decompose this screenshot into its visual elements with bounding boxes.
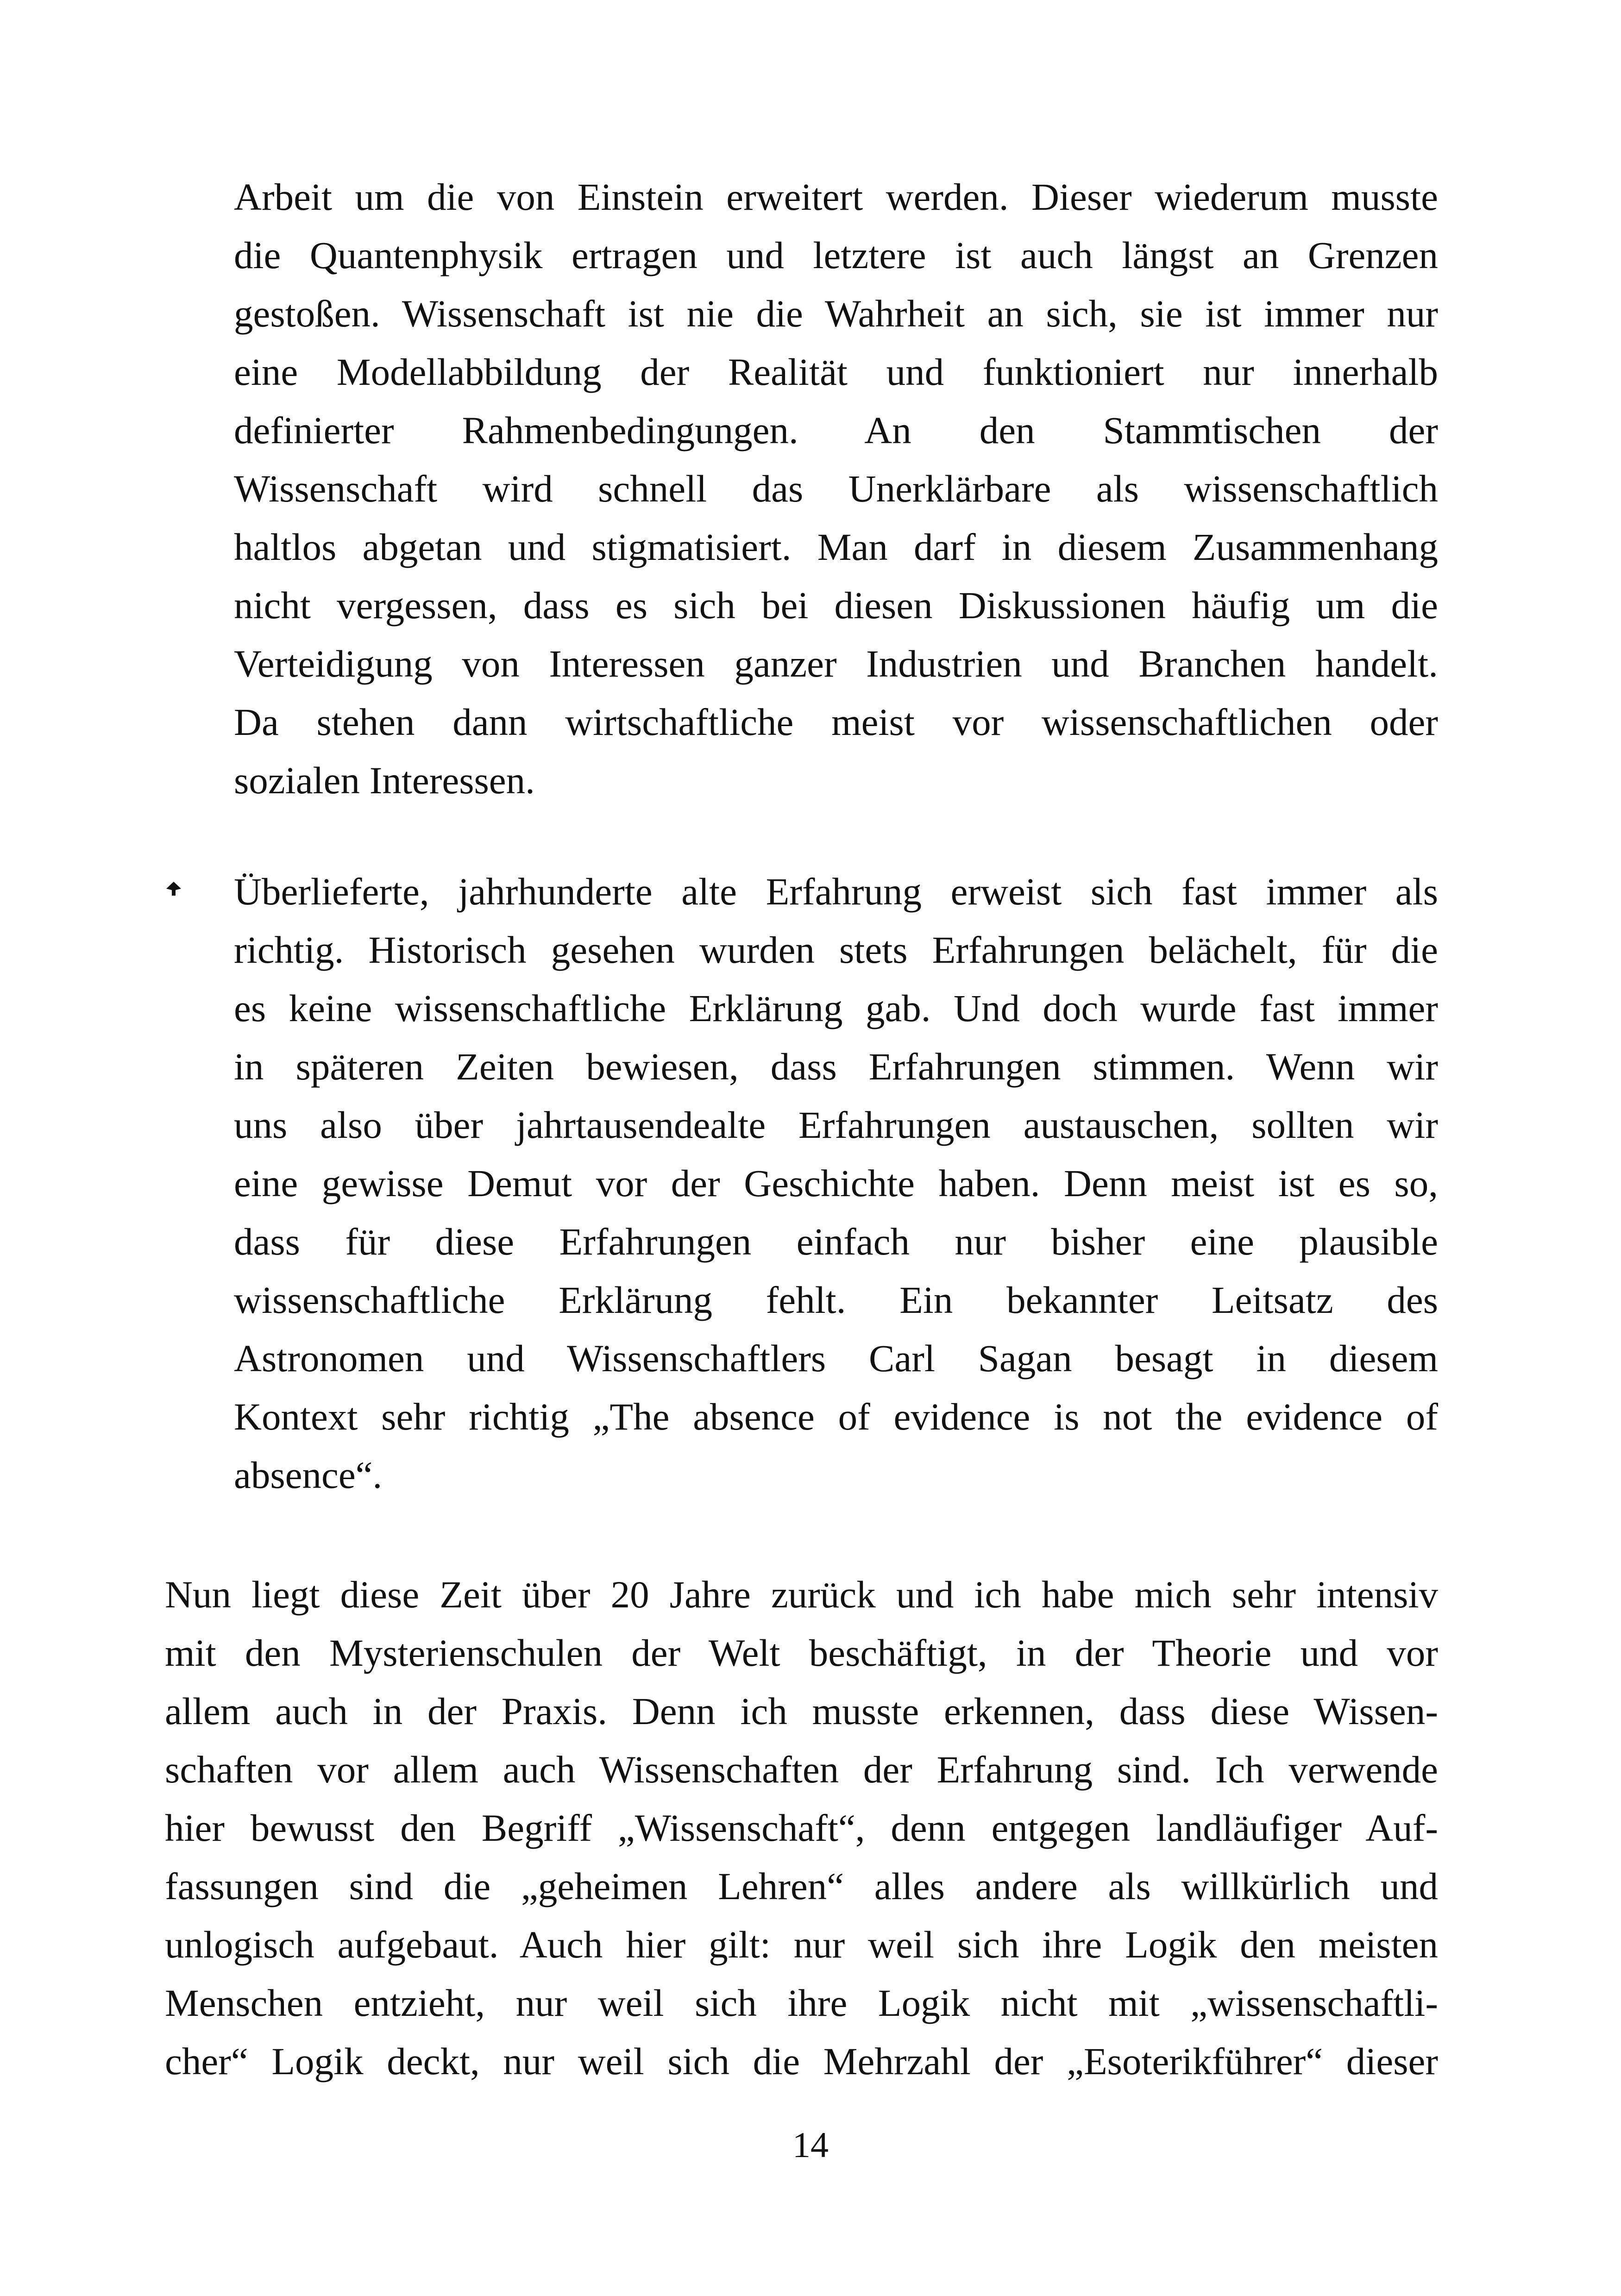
text-line: gestoßen. Wissenschaft ist nie die Wahrheit an sich, sie ist immer nur [234,292,1438,335]
text-line: eine Modellabbildung der Realität und funktioniert nur innerhalb [234,351,1438,393]
text-line: absence“. [234,1454,383,1496]
paragraph-bullet-experience [234,862,1438,1504]
text-line: es keine wissenschaftliche Erklärung gab. Und doch wurde fast immer [234,987,1438,1029]
text-line: Wissenschaft wird schnell das Unerklärbare als wissenschaftlich [234,467,1438,510]
page-number: 14 [792,2125,829,2165]
text-line: fassungen sind die „geheimen Lehren“ alles andere als willkürlich und [165,1865,1438,1907]
text-line: Verteidigung von Interessen ganzer Industrien und Branchen handelt. [234,642,1438,685]
text-line: richtig. Historisch gesehen wurden stets Erfahrungen belächelt, für die [234,928,1438,971]
paragraph-mystery-schools [165,1565,1438,2090]
diamond-bullet-icon [164,881,183,897]
text-line: allem auch in der Praxis. Denn ich musste erkennen, dass diese Wissen- [165,1690,1438,1732]
text-line: nicht vergessen, dass es sich bei diesen Diskussionen häufig um die [234,584,1438,627]
text-line: Da stehen dann wirtschaftliche meist vor wissenschaftlichen oder [234,701,1438,743]
text-line: wissenschaftliche Erklärung fehlt. Ein bekannter Leitsatz des [234,1279,1438,1321]
text-line: Überlieferte, jahrhunderte alte Erfahrung erweist sich fast immer als [234,870,1438,913]
text-line: Menschen entzieht, nur weil sich ihre Logik nicht mit „wissenschaftli- [165,1982,1438,2024]
text-line: dass für diese Erfahrungen einfach nur bisher eine plausible [234,1220,1438,1263]
text-line: eine gewisse Demut vor der Geschichte haben. Denn meist ist es so, [234,1162,1438,1204]
text-line: sozialen Interessen. [234,759,535,802]
text-line: die Quantenphysik ertragen und letztere ist auch längst an Grenzen [234,234,1438,276]
text-line: hier bewusst den Begriff „Wissenschaft“, denn entgegen landläufiger Auf- [165,1807,1438,1849]
text-line: in späteren Zeiten bewiesen, dass Erfahrungen stimmen. Wenn wir [234,1045,1438,1088]
text-line: uns also über jahrtausendealte Erfahrungen austauschen, sollten wir [234,1104,1438,1146]
text-line: cher“ Logik deckt, nur weil sich die Mehrzahl der „Esoterikführer“ dieser [165,2040,1438,2083]
text-line: schaften vor allem auch Wissenschaften der Erfahrung sind. Ich verwende [165,1748,1438,1791]
text-line: mit den Mysterienschulen der Welt beschäftigt, in der Theorie und vor [165,1631,1438,1674]
text-line: haltlos abgetan und stigmatisiert. Man darf in diesem Zusammenhang [234,526,1438,568]
text-line: definierter Rahmenbedingungen. An den Stammtischen der [234,409,1438,452]
paragraph-science-models [234,168,1438,809]
text-line: unlogisch aufgebaut. Auch hier gilt: nur weil sich ihre Logik den meisten [165,1923,1438,1966]
text-line: Kontext sehr richtig „The absence of evidence is not the evidence of [234,1395,1438,1438]
text-line: Astronomen und Wissenschaftlers Carl Sagan besagt in diesem [234,1337,1438,1380]
text-line: Arbeit um die von Einstein erweitert werden. Dieser wiederum musste [234,176,1438,218]
text-line: Nun liegt diese Zeit über 20 Jahre zurück und ich habe mich sehr intensiv [165,1573,1438,1616]
